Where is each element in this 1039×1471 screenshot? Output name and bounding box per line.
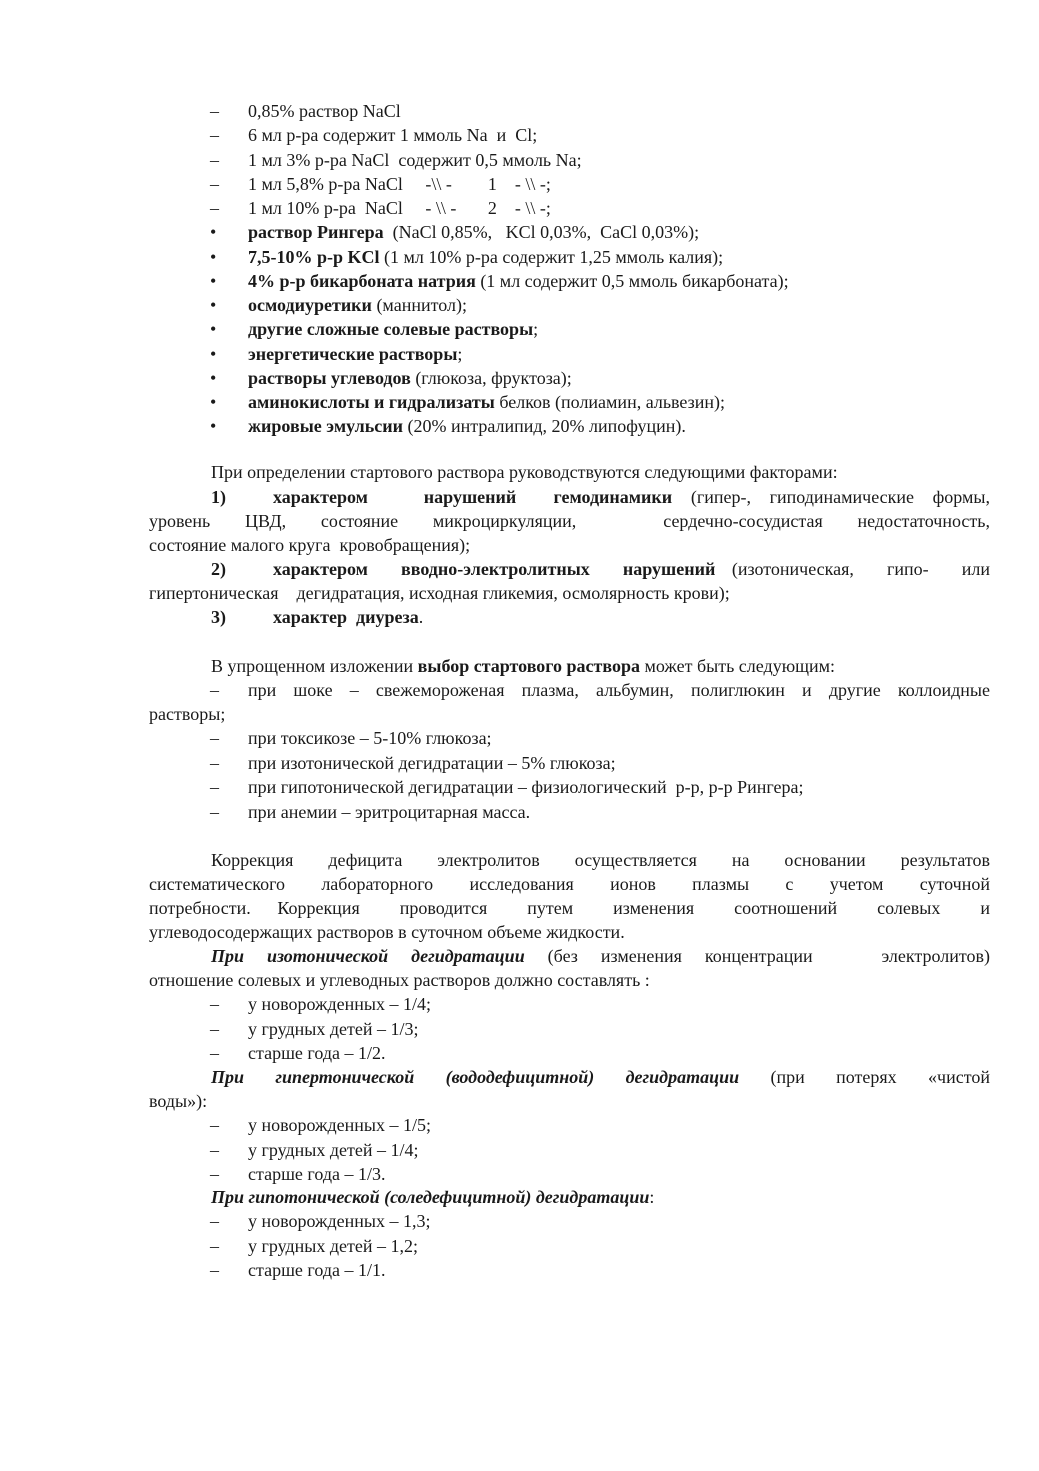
correction-line-3: потребности. Коррекция проводится путем изменения соотношений солевых и [149, 898, 990, 918]
list-item-text: (1 мл 10% р-ра содержит 1,25 ммоль калия); [379, 246, 724, 267]
factor-2-term: характером вводно-электролитных нарушений [273, 559, 716, 579]
list-marker: • [210, 295, 217, 315]
factor-1-line-2: уровень ЦВД, состояние микроциркуляции, сердечно-сосудистая недостаточность, [149, 511, 990, 531]
list-item-text: 1 мл 10% р-ра NaCl - \\ - 2 - \\ -; [248, 198, 551, 218]
factor-2-line-2: гипертоническая дегидратация, исходная гликемия, осмолярность крови); [149, 583, 730, 603]
list-marker: – [210, 801, 219, 822]
list-item [248, 317, 538, 341]
choice-shock-line-2: растворы; [149, 704, 226, 724]
list-marker: – [210, 1260, 219, 1280]
list-item [248, 123, 537, 147]
iso-title: При изотонической дегидратации [211, 946, 525, 966]
factor-1-line [273, 485, 990, 509]
list-marker: – [210, 198, 219, 218]
list-marker: – [210, 1164, 219, 1184]
list-item: при токсикозе – 5-10% глюкоза; [248, 728, 492, 748]
list-marker: – [210, 994, 219, 1014]
list-item: при изотонической дегидратации – 5% глюкоза; [248, 752, 616, 773]
list-marker: – [210, 1211, 219, 1231]
list-item: у новорожденных – 1,3; [248, 1211, 431, 1231]
list-marker: – [210, 777, 219, 797]
list-item-term: 4% р-р бикарбоната натрия [248, 270, 476, 291]
correction-line-1: Коррекция дефицита электролитов осуществляется на основании результатов [211, 850, 990, 870]
hyper-heading [211, 1065, 990, 1089]
list-marker: • [210, 246, 217, 267]
list-item-term: осмодиуретики [248, 295, 372, 315]
list-marker: – [210, 1235, 219, 1256]
iso-rest: (без изменения концентрации электролитов) [524, 946, 990, 966]
choice-intro-a: В упрощенном изложении [211, 656, 418, 676]
list-marker: • [210, 222, 217, 243]
list-item: старше года – 1/2. [248, 1043, 386, 1063]
list-item-text: белков (полиамин, альвезин); [494, 392, 726, 412]
list-item [248, 293, 467, 317]
hypo-heading [211, 1185, 654, 1209]
list-item [248, 390, 725, 414]
iso-line-2: отношение солевых и углеводных растворов должно составлять : [149, 970, 650, 990]
list-marker: – [210, 728, 219, 748]
choice-shock-marker: – [210, 680, 219, 700]
list-item-text: 6 мл р-ра содержит 1 ммоль Na и Cl; [248, 125, 538, 146]
factor-3-line [273, 605, 423, 629]
list-marker: • [210, 416, 217, 437]
list-item: у новорожденных – 1/5; [248, 1115, 432, 1135]
list-marker: – [210, 1115, 219, 1135]
list-item-term: другие сложные солевые растворы [248, 319, 534, 340]
list-marker: • [210, 343, 217, 364]
list-item-text: (1 мл содержит 0,5 ммоль бикарбоната); [475, 270, 789, 291]
list-item [248, 342, 462, 366]
list-marker: – [210, 1043, 219, 1063]
hyper-title: При гипертонической (вододефицитной) дегидратации [211, 1067, 740, 1087]
list-item-term: энергетические растворы [248, 343, 458, 364]
correction-line-2: систематического лабораторного исследования ионов плазмы с учетом суточной [149, 874, 990, 894]
factors-intro: При определении стартового раствора руководствуются следующими факторами: [211, 462, 838, 482]
list-item-text: (глюкоза, фруктоза); [410, 367, 572, 388]
list-item [248, 148, 582, 172]
list-marker: – [210, 149, 219, 170]
factor-2-line [273, 557, 990, 581]
list-item [248, 99, 401, 123]
factor-1-number: 1) [211, 487, 226, 507]
list-item-term: аминокислоты и гидрализаты [248, 392, 495, 412]
factor-1-desc: (гипер-, гиподинамические формы, [672, 487, 991, 507]
hypo-rest: : [649, 1187, 655, 1207]
list-item [248, 220, 699, 244]
list-item-text: ; [533, 319, 539, 340]
list-item [248, 366, 572, 390]
choice-intro-b: выбор стартового раствора [417, 656, 640, 676]
hypo-title: При гипотонической (соледефицитной) дегидратации [211, 1187, 650, 1207]
list-item: старше года – 1/1. [248, 1260, 386, 1280]
factor-1-line-3: состояние малого круга кровобращения); [149, 535, 471, 555]
list-item-text: (20% интралипид, 20% липофуцин). [403, 416, 686, 437]
list-item: у новорожденных – 1/4; [248, 994, 432, 1014]
factor-2-number: 2) [211, 559, 226, 579]
list-marker: – [210, 125, 219, 146]
list-item [248, 196, 551, 220]
list-item-term: 7,5-10% р-р KCl [248, 246, 380, 267]
list-item: у грудных детей – 1/4; [248, 1139, 419, 1160]
list-item-term: жировые эмульсии [248, 416, 404, 437]
list-item-text: 1 мл 3% р-ра NaCl содержит 0,5 ммоль Na; [248, 149, 582, 170]
list-marker: • [210, 270, 217, 291]
list-item [248, 414, 686, 438]
list-item-text: ; [457, 343, 463, 364]
choice-intro-c: может быть следующим: [639, 656, 836, 676]
factor-3-number: 3) [211, 607, 226, 627]
hyper-rest: (при потерях «чистой [739, 1067, 990, 1087]
choice-intro [211, 654, 835, 678]
list-item: у грудных детей – 1,2; [248, 1235, 419, 1256]
list-item-text: 1 мл 5,8% р-ра NaCl -\\ - 1 - \\ -; [248, 173, 551, 194]
hyper-line-2: воды»): [149, 1091, 208, 1111]
list-item [248, 245, 723, 269]
list-item-text: 0,85% раствор NaCl [248, 101, 401, 121]
list-marker: – [210, 752, 219, 773]
list-item [248, 172, 551, 196]
list-item-text: (маннитол); [371, 295, 467, 315]
list-item: у грудных детей – 1/3; [248, 1018, 419, 1039]
factor-1-term: характером нарушений гемодинамики [273, 487, 673, 507]
list-item [248, 269, 789, 293]
correction-line-4: углеводосодержащих растворов в суточном объеме жидкости. [149, 922, 625, 942]
iso-heading [211, 944, 990, 968]
list-item: при гипотонической дегидратации – физиологический р-р, р-р Рингера; [248, 777, 804, 797]
list-marker: • [210, 367, 217, 388]
list-item: при анемии – эритроцитарная масса. [248, 801, 531, 822]
list-marker: – [210, 1139, 219, 1160]
list-marker: • [210, 392, 217, 412]
list-marker: – [210, 101, 219, 121]
list-item-text: (NaCl 0,85%, KCl 0,03%, CaCl 0,03%); [383, 222, 700, 243]
factor-3-term: характер диуреза [273, 607, 419, 627]
list-item-term: растворы углеводов [248, 367, 411, 388]
list-marker: – [210, 173, 219, 194]
list-marker: • [210, 319, 217, 340]
list-item: старше года – 1/3. [248, 1164, 386, 1184]
list-marker: – [210, 1018, 219, 1039]
choice-shock-line: при шоке – свежемороженая плазма, альбумин, полиглюкин и другие коллоидные [248, 680, 990, 700]
factor-3-desc: . [418, 607, 424, 627]
list-item-term: раствор Рингера [248, 222, 384, 243]
factor-2-desc: (изотоническая, гипо- или [715, 559, 990, 579]
